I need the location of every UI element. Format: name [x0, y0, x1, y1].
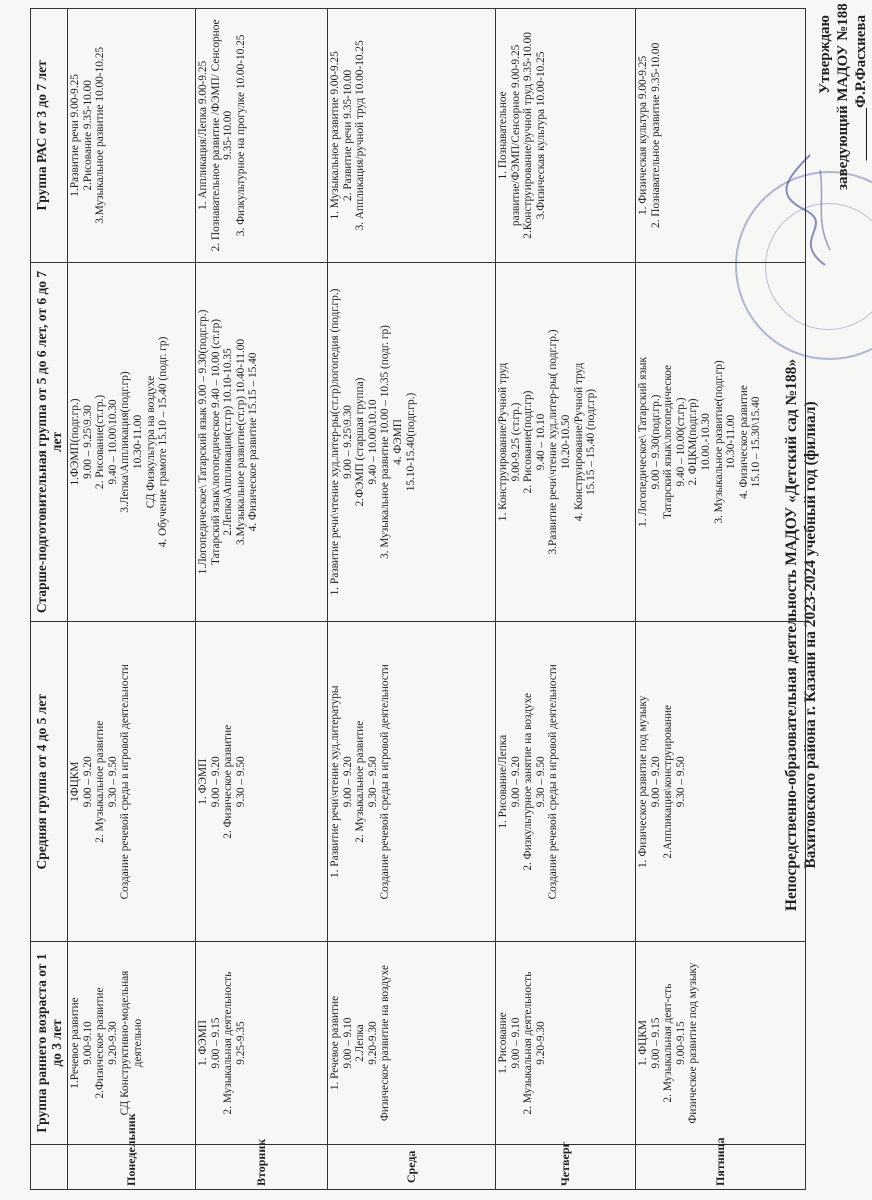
schedule-cell [328, 942, 496, 1144]
day-row [68, 9, 196, 1190]
activity-line: развитие/ФЭМП/Сенсорное 9.00-9.25 [509, 44, 522, 227]
activity-line: 2.Физическое развитие [94, 987, 107, 1099]
activity-line: 3. Аппликация/ручной труд 10.00-10.25 [354, 40, 367, 231]
activity-line: 1. Логопедическое\ Татарский язык [637, 357, 649, 527]
activity-line: 2. Физкультурное занятие на воздухе [522, 692, 535, 871]
activity-line: 1. Речевое развитие [329, 995, 341, 1091]
column-header: Старше-подготовительная группа от 5 до 6 лет, от 6 до 7 лет [31, 262, 68, 621]
activity-line: 3.Лепка\Аппликация(подг.гр) [119, 371, 132, 513]
activity-line: 2. Музыкальное развитие [94, 720, 107, 843]
schedule-cell [636, 262, 806, 621]
activity-line: 9.30 – 9.50 [674, 756, 687, 808]
activity-line: 3.Физическая культура 10.00-10.25 [534, 51, 547, 220]
activity-line: 1. ФЭМП [197, 758, 209, 805]
day-name: Понедельник [68, 1144, 196, 1189]
activity-line: 2. ФЦКМ(подг.гр) [687, 398, 700, 486]
day-name: Вторник [196, 1144, 328, 1189]
activity-line: Физическое развитие на воздухе [379, 964, 392, 1122]
activity-line: 9.40 – 10.00\10.30 [106, 399, 119, 485]
activity-line: 4. ФЭМП [391, 419, 404, 465]
activity-line: 3. Физкультурное на прогулке 10.00-10.25 [234, 34, 247, 237]
schedule-cell [636, 622, 806, 942]
activity-line: 4. Обучение грамоте 15.10 – 15.40 (подг. гр) [157, 336, 170, 548]
activity-line: 9.00 – 9.20 [509, 756, 522, 808]
activity-line: 15.15 – 15.40 (подг.гр) [585, 388, 598, 496]
schedule-cell [196, 262, 328, 621]
activity-line: 1. Рисование [497, 1012, 509, 1074]
activity-line: 1.Логопедическое\ Татарский язык 9.00 – 9.30(подг.гр.) [197, 309, 209, 575]
activity-line: 9.00 – 9.30(подг.гр.) [649, 394, 662, 490]
activity-line: Татарский язык\логопедическое [662, 364, 675, 520]
title-line-2: Вахитовского района г. Казани на 2023-2024 учебный год (филиал) [802, 401, 819, 869]
activity-line: 9.00 – 9.20 [649, 756, 662, 808]
day-name: Пятница [636, 1144, 806, 1189]
activity-line: Создание речевой среды в игровой деятельности [547, 664, 560, 900]
column-header: Группа раннего возраста от 1 до 3 лет [31, 942, 68, 1144]
activity-line: 9.00 – 9.25\9.30 [341, 405, 354, 479]
activity-line: 9.20-9.30 [534, 1021, 547, 1065]
schedule-cell [328, 262, 496, 621]
activity-line: 9.00 – 9.25\9.30 [81, 405, 94, 479]
day-row [328, 9, 496, 1190]
schedule-cell [68, 942, 196, 1144]
activity-line: 2. Рисование(подг.гр) [522, 390, 535, 494]
activity-line: 2.Конструирование/ручной труд 9.35-10.00 [522, 32, 535, 239]
activity-line: 1.ФЭМП(подг.гр.) [69, 398, 81, 486]
activity-line: 1. ФЦКМ [637, 1020, 649, 1067]
activity-line: 1ФЦКМ [69, 761, 81, 802]
title-line-1: Непосредственно-образовательная деятельность МАДОУ «Детский сад №188» [783, 358, 800, 912]
activity-line: 2.Лепка\Аппликация(ст.гр) 10.10-10.35 [222, 348, 235, 536]
activity-line: 9.00-9.25 (ст.гр.) [509, 402, 522, 482]
activity-line: 1. Рисование/Лепка [497, 734, 509, 829]
activity-line: 2.Аппликация\конструирование [662, 704, 675, 859]
schedule-cell [496, 622, 636, 942]
day-row [496, 9, 636, 1190]
activity-line: 9.00 – 9.10 [509, 1017, 522, 1069]
activity-line: 15.10 – 15.30\15.40 [750, 396, 763, 488]
activity-line: 4. Конструирование/Ручной труд [572, 362, 585, 522]
approval-line-3: _______Ф.Р.Фасхиева [853, 15, 869, 161]
activity-line: 9.30 – 9.50 [234, 756, 247, 808]
activity-line: 2.Лепка [354, 1024, 367, 1062]
activity-line: 10.20-10.50 [559, 414, 572, 470]
activity-line: 3.Музыкальное развитие(ст.гр) 10.40-11.00 [234, 338, 247, 546]
schedule-cell [68, 9, 196, 263]
activity-line: 9.00-9.10 [81, 1021, 94, 1065]
schedule-cell [328, 9, 496, 263]
approval-line-2: заведующий МАДОУ №188 [835, 3, 851, 190]
activity-line: Создание речевой среды в игровой деятельности [119, 664, 132, 900]
activity-line: 2. Музыкальная деят-сть [662, 983, 675, 1103]
activity-line: 1. Познавательное [497, 91, 509, 180]
activity-line: 1. Развитие речи\чтение худ.литературы [329, 685, 341, 879]
schedule-cell [68, 262, 196, 621]
activity-line: Татарский язык\логопедическое 9.40 – 10.00 (ст.гр) [209, 319, 222, 565]
activity-line: 9.30 – 9.50 [366, 756, 379, 808]
activity-line: 2. Музыкальная деятельность [222, 971, 235, 1115]
activity-line: СД Физкультура на воздухе [144, 375, 157, 509]
activity-line: 9.20-9.30 [106, 1021, 119, 1065]
activity-line: 1. Развитие речи\чтение худ.литер-ры(ст.гр)логопедия (подг.гр.) [329, 288, 341, 596]
activity-line: 4. Физическое развитие [737, 385, 750, 499]
activity-line: 2. Музыкальная деятельность [522, 971, 535, 1115]
activity-line: 4. Физическое развитие 15.15 – 15.40 [247, 352, 260, 532]
activity-line: 2. Познавательное развитие 9.35-10.00 [649, 42, 662, 228]
schedule-cell [636, 9, 806, 263]
corner-cell [31, 1144, 68, 1189]
activity-line: 3.Музыкальное развитие 10.00-10.25 [94, 47, 107, 224]
activity-line: 10.30-11.00 [725, 414, 738, 470]
activity-line: 2. Музыкальное развитие [354, 720, 367, 843]
schedule-cell [196, 942, 328, 1144]
activity-line: 9.30 – 9.50 [534, 756, 547, 808]
activity-line: 1. Физическая культура 9.00-9.25 [637, 55, 649, 215]
header-row [31, 9, 68, 1190]
activity-line: 1. Конструирование/Ручной труд [497, 362, 509, 522]
day-name: Четверг [496, 1144, 636, 1189]
activity-line: 9.40 – 10.00\10.10 [366, 399, 379, 485]
activity-line: 2. Развитие речи 9.35-10.00 [341, 69, 354, 201]
activity-line: 3. Музыкальное развитие(подг.гр) [712, 360, 725, 524]
day-row [196, 9, 328, 1190]
activity-line: 9.20-9.30 [366, 1021, 379, 1065]
schedule-cell [328, 622, 496, 942]
activity-line: 3.Развитие речи\чтение худ.литер-ры( подг.гр.) [547, 329, 560, 555]
activity-line: 1. Аппликация/Лепка 9.00-9.25 [197, 60, 209, 210]
schedule-cell [196, 9, 328, 263]
day-row [636, 9, 806, 1190]
activity-line: 2.ФЭМП (старшая группа) [354, 377, 367, 507]
activity-line: 1. Музыкальное развитие 9.00-9.25 [329, 51, 341, 220]
activity-line: 9.00 – 9.20 [81, 756, 94, 808]
activity-line: 2. Познавательное развитие /ФЭМП/ Сенсорное 9.35-10.00 [209, 19, 235, 252]
activity-line: 9.40 – 10.00(ст.гр.) [674, 397, 687, 487]
activity-line: 10.30-11.00 [131, 414, 144, 470]
activity-line: 9.40 – 10.10 [534, 413, 547, 471]
day-name: Среда [328, 1144, 496, 1189]
activity-line: 1.Развитие речи 9.00-9.25 [69, 74, 81, 197]
schedule-table [30, 8, 806, 1190]
schedule-cell [196, 622, 328, 942]
schedule-cell [68, 622, 196, 942]
schedule-cell [496, 942, 636, 1144]
activity-line: 15.10-15.40(подг.гр.) [404, 392, 417, 492]
activity-line: 1. ФЭМП [197, 1020, 209, 1066]
activity-line: 2.Рисование 9.35-10.00 [81, 80, 94, 191]
activity-line: 9.00 – 9.15 [649, 1017, 662, 1069]
activity-line: Физическое развитие под музыку [687, 962, 700, 1124]
activity-line: 2. Рисование(ст.гр.) [94, 394, 107, 490]
activity-line: 9.30 – 9.50 [106, 756, 119, 808]
schedule-cell [496, 9, 636, 263]
activity-line: СД Конструктивно-модельная деятельно [119, 970, 144, 1116]
activity-line: 3. Музыкальное развитие 10.00 – 10.35 (подг. гр) [379, 325, 392, 559]
schedule-cell [636, 942, 806, 1144]
activity-line: 10.00.-10.30 [699, 413, 712, 471]
activity-line: 9.00-9.15 [674, 1021, 687, 1065]
activity-line: 1.Речевое развитие [69, 997, 81, 1089]
activity-line: 2. Физическое развитие [222, 724, 235, 839]
activity-line: 9.25-9.35 [234, 1021, 247, 1065]
activity-line: 9.00 – 9.20 [341, 756, 354, 808]
column-header: Средняя группа от 4 до 5 лет [31, 622, 68, 942]
activity-line: Создание речевой среды в игровой деятельности [379, 664, 392, 900]
activity-line: 9.00 – 9.10 [341, 1017, 354, 1069]
activity-line: 1. Физическое развитие под музыку [637, 695, 649, 868]
approval-line-1: Утверждаю [817, 15, 833, 94]
schedule-cell [496, 262, 636, 621]
activity-line: 9.00 – 9.20 [209, 756, 222, 808]
column-header: Группа РАС от 3 до 7 лет [31, 9, 68, 263]
activity-line: 9.00 – 9.15 [209, 1017, 222, 1069]
approval-block [816, 3, 870, 190]
